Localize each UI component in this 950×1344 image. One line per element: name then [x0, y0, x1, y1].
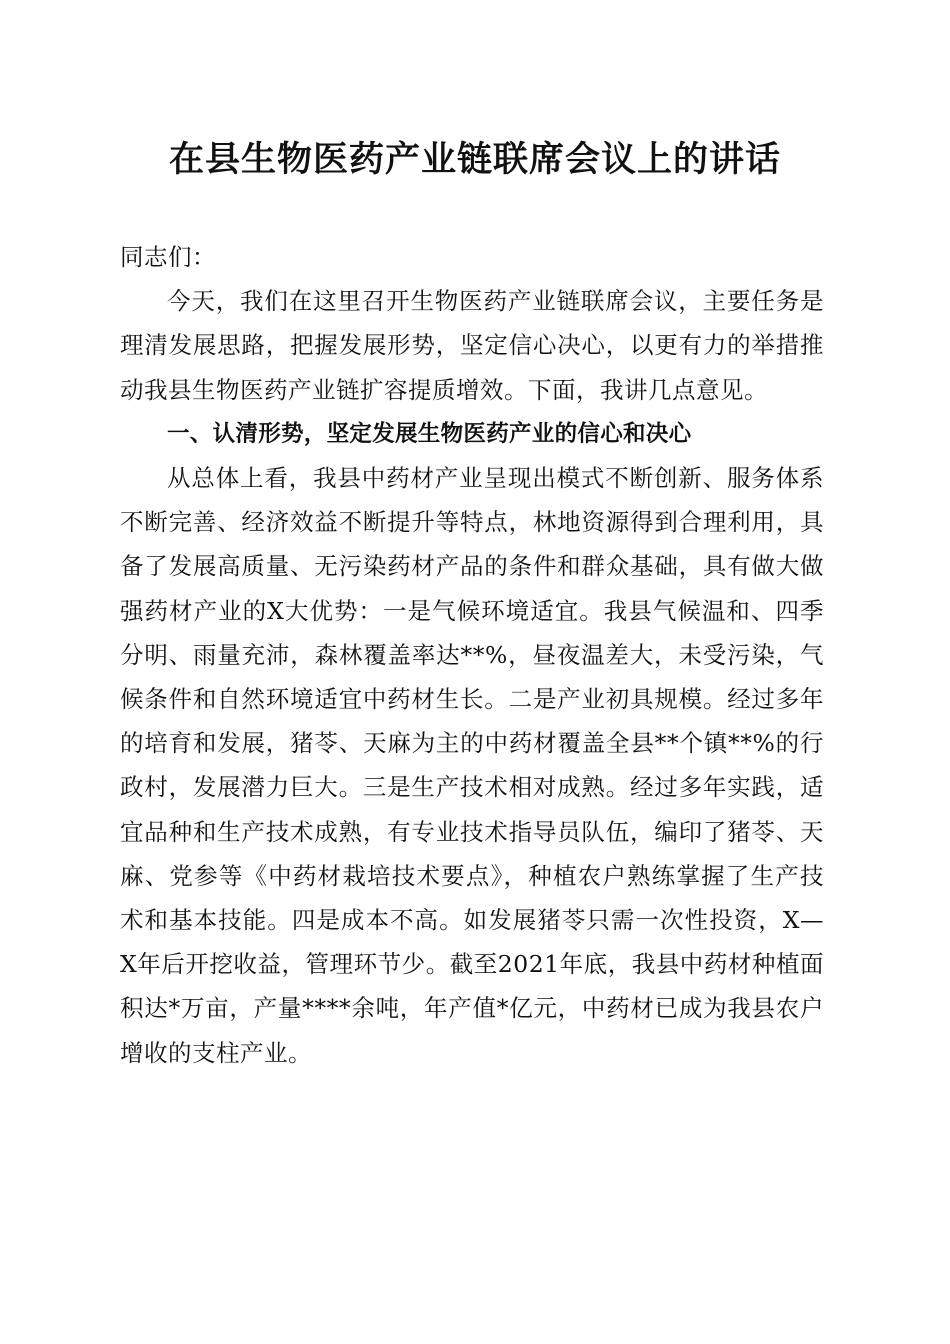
- intro-paragraph: 今天，我们在这里召开生物医药产业链联席会议，主要任务是理清发展思路，把握发展形势，坚定信心决心，以更有力的举措推动我县生物医药产业链扩容提质增效。下面，我讲几点意见。: [120, 287, 824, 404]
- document-body: [120, 235, 824, 1075]
- section-1-paragraph: 从总体上看，我县中药材产业呈现出模式不断创新、服务体系不断完善、经济效益不断提升等特点，林地资源得到合理利用，具备了发展高质量、无污染药材产品的条件和群众基础，具有做大做强药材产业的X大优势：一是气候环境适宜。我县气候温和、四季分明、雨量充沛，森林覆盖率达**%，昼夜温差大，未受污染，气候条件和自然环境适宜中药材生长。二是产业初具规模。经过多年的培育和发展，猪苓、天麻为主的中药材覆盖全县**个镇**%的行政村，发展潜力巨大。三是生产技术相对成熟。经过多年实践，适宜品种和生产技术成熟，有专业技术指导员队伍，编印了猪苓、天麻、党参等《中药材栽培技术要点》，种植农户熟练掌握了生产技术和基本技能。四是成本不高。如发展猪苓只需一次性投资，X—X年后开挖收益，管理环节少。截至2021年底，我县中药材种植面积达*万亩，产量****余吨，年产值*亿元，中药材已成为我县农户增收的支柱产业。: [120, 464, 824, 1067]
- section-heading-1: 一、认清形势，坚定发展生物医药产业的信心和决心: [167, 420, 692, 447]
- document-title: 在县生物医药产业链联席会议上的讲话: [168, 139, 781, 180]
- salutation: 同志们：: [120, 243, 216, 271]
